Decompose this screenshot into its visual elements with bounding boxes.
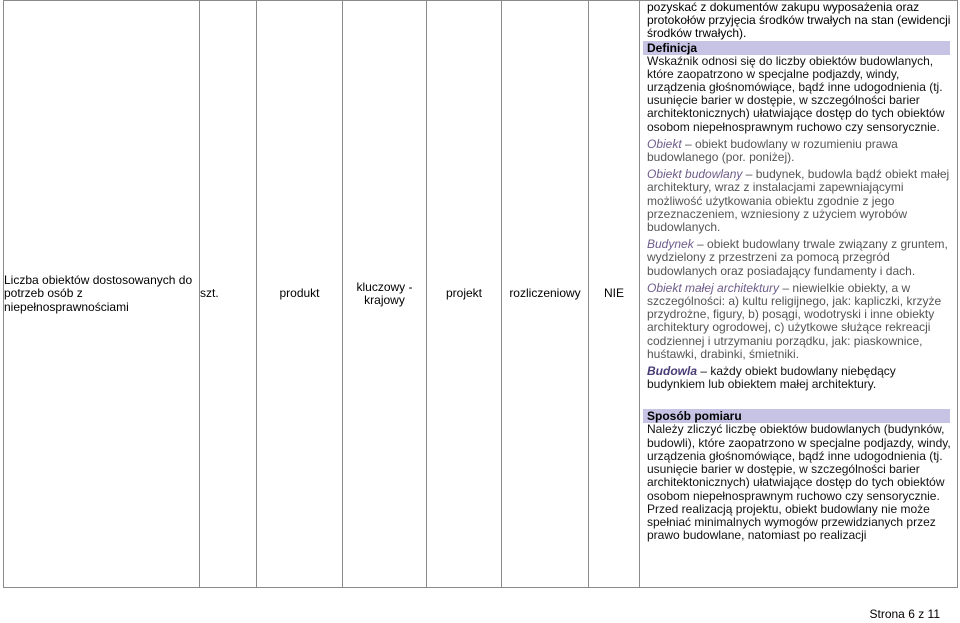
indicator-category: kluczowy - krajowy xyxy=(356,279,413,307)
indicator-name: Liczba obiektów dostosowanych do potrzeb osób z niepełnosprawnościami xyxy=(4,273,193,314)
unit: szt. xyxy=(200,286,219,301)
description-cell xyxy=(640,1,958,588)
category-cell xyxy=(343,1,427,588)
flag-value: NIE xyxy=(603,286,624,301)
term-label: Obiekt małej architektury xyxy=(647,280,780,295)
settlement-type: rozliczeniowy xyxy=(509,286,581,301)
measure-paragraph: Należy zliczyć liczbę obiektów budowlanych (budynków, budowli), które zaopatrzono w specjalne podjazdy, windy, urządzenia głośnomówiące, bądź inne udogodnienia (tj. usunięcie barier w dostępie, w szczególności barier architektonicznych) ułatwiające dostęp do tych obiektów osobom niepełnosprawnym ruchowo czy sensorycznie. xyxy=(647,422,951,503)
term-text: – niewielkie obiekty, a w szczególności: a) kultu religijnego, jak: kapliczki, krzyże przydrożne, figury, b) posągi, wodotryski i inne obiekty architektury ogrodowej, c) użytkowe służące rekreacji codziennej i utrzymaniu porządku, jak: piaskownice, huśtawki, drabinki, śmietniki. xyxy=(647,280,942,361)
term-paragraph xyxy=(647,365,953,391)
flag-cell xyxy=(589,1,640,588)
term-label: Obiekt xyxy=(647,136,682,151)
term-paragraph xyxy=(647,282,953,361)
term-label: Obiekt budowlany xyxy=(647,167,743,182)
level-cell xyxy=(427,1,502,588)
term-text: – obiekt budowlany w rozumieniu prawa budowlanego (por. poniżej). xyxy=(647,136,898,165)
term-paragraph xyxy=(647,238,953,278)
intro-paragraph: pozyskać z dokumentów zakupu wyposażenia oraz protokołów przyjęcia środków trwałych na stan (ewidencji środków trwałych). xyxy=(647,1,951,41)
settlement-cell xyxy=(502,1,589,588)
term-paragraph xyxy=(647,138,953,164)
description-text xyxy=(640,1,957,587)
indicator-table xyxy=(3,0,958,588)
indicator-type: produkt xyxy=(279,286,320,301)
table-row xyxy=(4,1,958,588)
term-label: Budowla xyxy=(647,364,697,379)
measure-header: Sposób pomiaru xyxy=(643,409,950,423)
term-text: – każdy obiekt budowlany niebędący budynkiem lub obiektem małej architektury. xyxy=(647,364,896,392)
indicator-level: projekt xyxy=(445,286,483,301)
type-cell xyxy=(257,1,343,588)
page-number: Strona 6 z 11 xyxy=(869,607,940,621)
unit-cell xyxy=(200,1,257,588)
term-text: – obiekt budowlany trwale związany z gruntem, wydzielony z przestrzeni za pomocą przegród budowlanych oraz posiadający fundamenty i dach. xyxy=(647,237,948,278)
term-label: Budynek xyxy=(647,237,694,252)
definition-header: Definicja xyxy=(643,41,950,55)
term-paragraph xyxy=(647,168,953,234)
measure-paragraph-2: Przed realizacją projektu, obiekt budowlany nie może spełniać minimalnych wymogów przewidzianych przez prawo budowlane, natomiast po realizacji xyxy=(647,501,936,543)
indicator-name-cell xyxy=(4,1,200,588)
definition-paragraph: Wskaźnik odnosi się do liczby obiektów budowlanych, które zaopatrzono w specjalne podjazdy, windy, urządzenia głośnomówiące, bądź inne udogodnienia (tj. usunięcie barier w dostępie, w szczególności barier architektonicznych) ułatwiające dostęp do tych obiektów osobom niepełnosprawnym ruchowo czy sensorycznie. xyxy=(647,53,945,134)
term-text: – budynek, budowla bądź obiekt małej architektury, wraz z instalacjami zapewniającymi możliwość użytkowania obiektu zgodnie z jego przeznaczeniem, wzniesiony z użyciem wyrobów budowlanych. xyxy=(647,167,950,235)
